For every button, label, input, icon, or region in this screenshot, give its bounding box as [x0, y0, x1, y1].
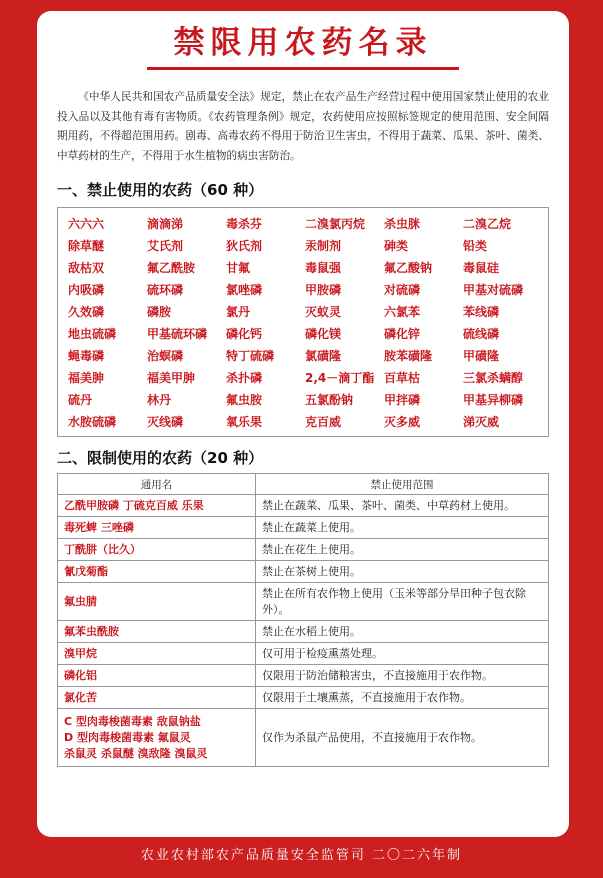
banned-item: 2,4－滴丁酯	[305, 371, 375, 385]
table-row	[58, 517, 549, 539]
banned-item: 对硫磷	[384, 283, 421, 297]
pesticide-name-cell: 乙酰甲胺磷 丁硫克百威 乐果	[58, 495, 256, 517]
banned-item: 氟虫胺	[226, 393, 263, 407]
banned-pesticide-grid	[57, 207, 549, 437]
banned-item: 六六六	[68, 217, 105, 231]
restricted-heading: 二、限制使用的农药（20 种）	[57, 449, 264, 467]
pesticide-name-cell: 溴甲烷	[58, 643, 256, 665]
banned-item: 蝇毒磷	[68, 349, 105, 363]
intro-paragraph: 《中华人民共和国农产品质量安全法》规定，禁止在农产品生产经营过程中使用国家禁止使用的农业投入品以及其他有毒有害物质。《农药管理条例》规定，农药使用应按照标签规定的使用范围、安全间隔期用药，不得超范围用药。剧毒、高毒农药不得用于防治卫生害虫，不得用于蔬菜、瓜果、茶叶、菌类、中草药材的生产，不得用于水生植物的病虫害防治。	[57, 91, 549, 162]
banned-item: 水胺硫磷	[68, 415, 117, 429]
banned-item: 磷化钙	[226, 327, 263, 341]
banned-item: 灭多威	[384, 415, 421, 429]
banned-item: 敌枯双	[68, 261, 105, 275]
banned-item: 艾氏剂	[147, 239, 184, 253]
table-row	[58, 643, 549, 665]
banned-item: 硫线磷	[463, 327, 500, 341]
banned-item: 毒杀芬	[226, 217, 263, 231]
banned-item: 磷化锌	[384, 327, 421, 341]
banned-item: 二溴氯丙烷	[305, 217, 366, 231]
banned-item: 五氯酚钠	[305, 393, 354, 407]
table-row	[58, 561, 549, 583]
banned-item: 硫环磷	[147, 283, 184, 297]
banned-item: 地虫硫磷	[68, 327, 117, 341]
pesticide-name-cell: 氰戊菊酯	[58, 561, 256, 583]
banned-item: 治螟磷	[147, 349, 184, 363]
restriction-scope-cell: 禁止在所有农作物上使用（玉米等部分旱田种子包衣除外）。	[256, 583, 549, 621]
banned-item: 氟乙酰胺	[147, 261, 196, 275]
banned-item: 硫丹	[68, 393, 93, 407]
banned-item: 杀虫脒	[384, 217, 421, 231]
title-underline	[147, 67, 459, 70]
banned-item: 毒鼠强	[305, 261, 342, 275]
banned-item: 克百威	[305, 415, 342, 429]
table-row	[58, 621, 549, 643]
banned-item: 灭蚁灵	[305, 305, 342, 319]
banned-item: 氯丹	[226, 305, 251, 319]
restriction-scope-cell: 禁止在水稻上使用。	[256, 621, 549, 643]
restriction-scope-cell: 仅可用于检疫熏蒸处理。	[256, 643, 549, 665]
restriction-scope-cell: 禁止在蔬菜、瓜果、茶叶、菌类、中草药材上使用。	[256, 495, 549, 517]
restriction-scope-cell: 仅作为杀鼠产品使用，不直接施用于农作物。	[256, 709, 549, 767]
banned-item: 三氯杀螨醇	[463, 371, 524, 385]
banned-item: 汞制剂	[305, 239, 342, 253]
banned-item: 砷类	[384, 239, 409, 253]
pesticide-name-cell: C 型肉毒梭菌毒素 敌鼠钠盐 D 型肉毒梭菌毒素 氟鼠灵 杀鼠灵 杀鼠醚 溴敌隆 溴鼠灵	[58, 709, 256, 767]
banned-item: 内吸磷	[68, 283, 105, 297]
banned-item: 甲胺磷	[305, 283, 342, 297]
restriction-scope-cell: 禁止在花生上使用。	[256, 539, 549, 561]
table-row	[58, 495, 549, 517]
table-row	[58, 539, 549, 561]
banned-item: 久效磷	[68, 305, 105, 319]
banned-item: 甘氟	[226, 261, 251, 275]
banned-item: 滴滴涕	[147, 217, 184, 231]
banned-item: 磷化镁	[305, 327, 342, 341]
banned-item: 特丁硫磷	[226, 349, 275, 363]
restriction-scope-cell: 仅限用于土壤熏蒸，不直接施用于农作物。	[256, 687, 549, 709]
banned-item: 狄氏剂	[226, 239, 263, 253]
footer-issuer: 农业农村部农产品质量安全监管司 二〇二六年制	[140, 848, 463, 863]
banned-heading: 一、禁止使用的农药（60 种）	[57, 181, 264, 199]
page-title: 禁限用农药名录	[173, 25, 433, 61]
banned-item: 胺苯磺隆	[384, 349, 433, 363]
pesticide-name-cell: 氯化苦	[58, 687, 256, 709]
pesticide-name-cell: 丁酰肼（比久）	[58, 539, 256, 561]
restriction-scope-cell: 禁止在蔬菜上使用。	[256, 517, 549, 539]
banned-item: 福美胂	[68, 371, 105, 385]
table-row	[58, 583, 549, 621]
col-scope-header: 禁止使用范围	[256, 474, 549, 495]
banned-item: 甲基异柳磷	[463, 393, 524, 407]
pesticide-name-cell: 磷化铝	[58, 665, 256, 687]
table-row	[58, 687, 549, 709]
banned-item: 甲基对硫磷	[463, 283, 524, 297]
pesticide-name-cell: 毒死蜱 三唑磷	[58, 517, 256, 539]
pesticide-name-cell: 氟苯虫酰胺	[58, 621, 256, 643]
col-name-header: 通用名	[58, 474, 256, 495]
banned-item: 苯线磷	[463, 305, 500, 319]
notice-card	[37, 11, 569, 837]
banned-item: 百草枯	[384, 371, 421, 385]
banned-item: 福美甲胂	[147, 371, 196, 385]
table-header-row	[58, 474, 549, 495]
banned-item: 灭线磷	[147, 415, 184, 429]
banned-item: 二溴乙烷	[463, 217, 512, 231]
banned-item: 甲磺隆	[463, 349, 500, 363]
banned-item: 六氯苯	[384, 305, 421, 319]
banned-item: 氯唑磷	[226, 283, 263, 297]
restriction-scope-cell: 仅限用于防治储粮害虫，不直接施用于农作物。	[256, 665, 549, 687]
banned-item: 磷胺	[147, 305, 172, 319]
pesticide-name-cell: 氟虫腈	[58, 583, 256, 621]
table-row	[58, 709, 549, 767]
banned-item: 涕灭威	[463, 415, 500, 429]
banned-item: 氯磺隆	[305, 349, 342, 363]
table-row	[58, 665, 549, 687]
banned-item: 甲基硫环磷	[147, 327, 208, 341]
banned-item: 铅类	[463, 239, 488, 253]
banned-item: 除草醚	[68, 239, 105, 253]
banned-item: 毒鼠硅	[463, 261, 500, 275]
restriction-scope-cell: 禁止在茶树上使用。	[256, 561, 549, 583]
banned-item: 林丹	[147, 393, 172, 407]
restricted-table	[57, 473, 549, 767]
banned-item: 氟乙酸钠	[384, 261, 433, 275]
banned-item: 氧乐果	[226, 415, 263, 429]
banned-item: 甲拌磷	[384, 393, 421, 407]
banned-item: 杀扑磷	[226, 371, 263, 385]
